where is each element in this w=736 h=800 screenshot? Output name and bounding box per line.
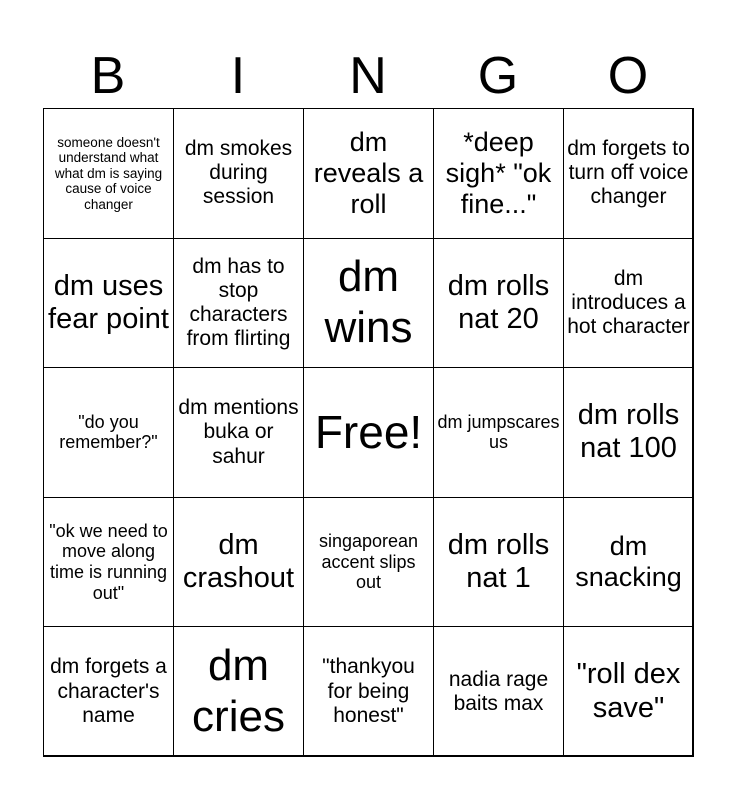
bingo-cell-text: someone doesn't understand what what dm is saying cause of voice changer [54,134,163,212]
bingo-cell-r4-c3[interactable] [303,497,434,628]
bingo-cell-text: dm cries [192,641,285,741]
bingo-cell-text: "roll dex save" [576,658,681,724]
header-letter-g: G [477,47,519,105]
bingo-cell-r3-c3[interactable] [303,367,434,498]
bingo-cell-r5-c2[interactable] [173,626,304,757]
header-letter-n: N [349,47,387,105]
bingo-cell-text: dm uses fear point [48,269,169,335]
bingo-header [43,44,693,108]
bingo-cell-text: "ok we need to move along time is running out" [49,520,168,603]
bingo-cell-text: dm rolls nat 20 [447,269,550,335]
bingo-cell-text: dm introduces a hot character [567,266,690,338]
bingo-cell-r3-c5[interactable] [563,367,694,498]
bingo-cell-text: dm smokes during session [184,137,293,209]
bingo-cell-r2-c1[interactable] [43,238,174,369]
bingo-cell-r1-c4[interactable] [433,108,564,239]
bingo-cell-r5-c3[interactable] [303,626,434,757]
bingo-cell-r2-c3[interactable] [303,238,434,369]
bingo-cell-r2-c4[interactable] [433,238,564,369]
bingo-cell-r4-c1[interactable] [43,497,174,628]
bingo-cell-text: dm reveals a roll [313,126,424,219]
bingo-cell-r4-c2[interactable] [173,497,304,628]
bingo-cell-text: *deep sigh* "ok fine..." [445,126,552,219]
bingo-cell-r1-c1[interactable] [43,108,174,239]
bingo-cell-r4-c4[interactable] [433,497,564,628]
bingo-cell-text: dm rolls nat 100 [577,399,680,465]
bingo-cell-text: dm wins [324,252,413,352]
bingo-cell-text: nadia rage baits max [448,667,549,715]
bingo-cell-r2-c5[interactable] [563,238,694,369]
bingo-cell-text: dm snacking [575,531,682,593]
bingo-cell-r2-c2[interactable] [173,238,304,369]
bingo-cell-r5-c5[interactable] [563,626,694,757]
header-letter-i: I [230,47,246,105]
bingo-cell-r5-c1[interactable] [43,626,174,757]
bingo-cell-r1-c2[interactable] [173,108,304,239]
bingo-cell-text: dm crashout [182,528,295,595]
bingo-cell-text: dm jumpscares us [437,411,560,453]
bingo-card-grid [43,108,693,756]
bingo-cell-text: dm forgets to turn off voice changer [567,137,690,209]
bingo-cell-r3-c4[interactable] [433,367,564,498]
bingo-cell-text: dm forgets a character's name [50,655,167,727]
bingo-cell-r4-c5[interactable] [563,497,694,628]
bingo-cell-r1-c3[interactable] [303,108,434,239]
bingo-cell-r3-c1[interactable] [43,367,174,498]
bingo-cell-r3-c2[interactable] [173,367,304,498]
bingo-cell-text: dm rolls nat 1 [447,528,550,595]
bingo-cell-r1-c5[interactable] [563,108,694,239]
header-letter-o: O [607,47,649,105]
header-letter-b: B [90,47,126,105]
bingo-cell-text: dm mentions buka or sahur [178,396,299,468]
bingo-cell-text: "do you remember?" [59,411,158,453]
bingo-cell-text: Free! [314,406,423,459]
bingo-cell-r5-c4[interactable] [433,626,564,757]
bingo-cell-text: dm has to stop characters from flirting [186,254,291,351]
bingo-cell-text: singaporean accent slips out [318,531,419,593]
bingo-cell-text: "thankyou for being honest" [322,655,415,727]
